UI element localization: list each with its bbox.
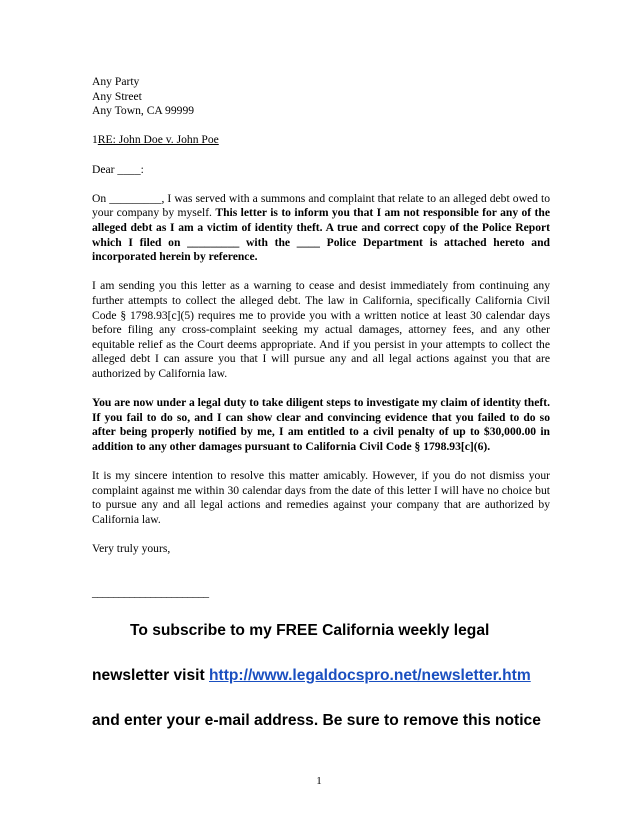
paragraph-3	[92, 396, 550, 454]
page-number: 1	[316, 775, 322, 787]
sender-name: Any Party	[92, 75, 140, 88]
notice-line-2	[92, 667, 572, 685]
notice-line-1: To subscribe to my FREE California weekly legal	[130, 622, 490, 639]
closing: Very truly yours,	[92, 542, 171, 555]
paragraph-1-normal: On _________, I was served with a summons and complaint that relate to an alleged debt owed to your company by myself.	[92, 191, 550, 220]
notice-line-2-prefix: newsletter visit	[92, 667, 209, 684]
newsletter-link[interactable]: http://www.legaldocspro.net/newsletter.htm	[209, 667, 531, 684]
sender-street: Any Street	[92, 89, 142, 103]
paragraph-4: It is my sincere intention to resolve this matter amicably. However, if you do not dismiss your complaint against me within 30 calendar days from the date of this letter I will have no choice but to pursue any and all legal actions and remedies against your company that are authorized by California law.	[92, 469, 550, 526]
notice-line-3: and enter your e-mail address. Be sure to remove this notice	[92, 712, 541, 729]
paragraph-1-bold: This letter is to inform you that I am not responsible for any of the alleged debt as I am a victim of identity theft. A true and correct copy of the Police Report which I filed on _________ with the ____ Police Department is attached hereto and incorporated herein by reference.	[92, 206, 550, 264]
sender-address	[92, 75, 550, 119]
re-subject: RE: John Doe v. John Poe	[97, 133, 219, 147]
paragraph-2: I am sending you this letter as a warning to cease and desist immediately from continuing any further attempts to collect the alleged debt. The law in California, specifically California Civil Code § 1798.93[c](5) requires me to provide you with a written notice at least 30 calendar days before filing any cross-complaint seeking my actual damages, attorney fees, and any other equitable relief as the Court deems appropriate. And if you persist in your attempts to collect the alleged debt I can assure you that I will pursue any and all legal actions against you that are authorized by California law.	[92, 279, 550, 380]
re-line	[92, 133, 550, 148]
newsletter-notice	[92, 622, 572, 730]
footnote-marker: 1	[92, 133, 98, 147]
salutation: Dear ____:	[92, 162, 144, 176]
paragraph-3-bold: You are now under a legal duty to take diligent steps to investigate my claim of identity theft. If you fail to do so, and I can show clear and convincing evidence that you failed to do so after being properly notified by me, I am entitled to a civil penalty of up to $30,000.00 in addition to any other damages pursuant to California Civil Code § 1798.93[c](6).	[92, 396, 550, 453]
letter-body	[92, 75, 550, 600]
paragraph-1	[92, 192, 550, 265]
signature-line: ______________________	[92, 585, 209, 599]
sender-city: Any Town, CA 99999	[92, 104, 195, 118]
